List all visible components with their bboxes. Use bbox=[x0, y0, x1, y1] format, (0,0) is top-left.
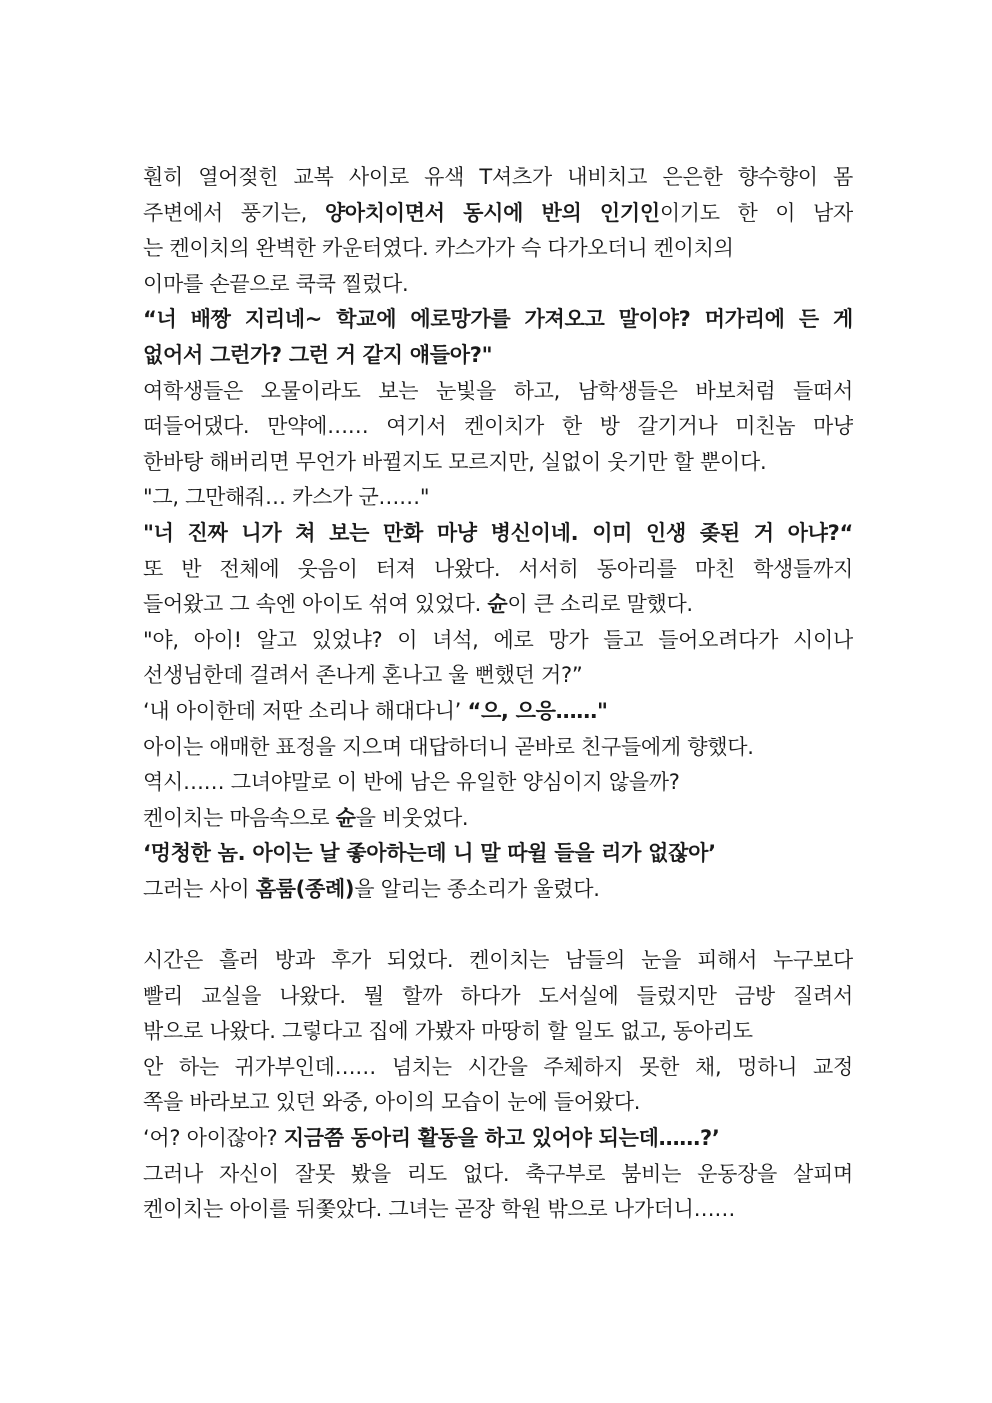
text-line: 빨리 교실을 나왔다. 뭘 할까 하다가 도서실에 들렀지만 금방 질려서 bbox=[143, 983, 853, 1008]
emphasis-text: 지금쯤 동아리 활동을 하고 있어야 되는데……?’ bbox=[283, 1126, 720, 1151]
paragraph bbox=[143, 374, 853, 516]
text-line: 여학생들은 오물이라도 보는 눈빛을 하고, 남학생들은 바보처럼 들떠서 bbox=[143, 378, 853, 403]
text-line bbox=[143, 872, 853, 908]
text-run: 주변에서 풍기는, bbox=[143, 200, 325, 225]
text-line: 훤히 열어젖힌 교복 사이로 유색 T셔츠가 내비치고 은은한 향수향이 몸 bbox=[143, 165, 853, 189]
text-line: 시간은 흘러 방과 후가 되었다. 켄이치는 남들의 눈을 피해서 누구보다 bbox=[143, 948, 853, 973]
dialogue-line: “너 배짱 지리네~ 학교에 에로망가를 가져오고 말이야? 머가리에 든 게 bbox=[143, 307, 853, 332]
text-line: 또 반 전체에 웃음이 터져 나왔다. 서서히 동아리를 마친 학생들까지 bbox=[143, 556, 853, 581]
emphasis-text: 양아치이면서 동시에 반의 인기인 bbox=[324, 200, 660, 225]
emphasis-text: 슌 bbox=[487, 592, 508, 617]
text-line: 쪽을 바라보고 있던 와중, 아이의 모습이 눈에 들어왔다. bbox=[143, 1090, 641, 1115]
text-line: 아이는 애매한 표정을 지으며 대답하더니 곧바로 친구들에게 향했다. bbox=[143, 734, 754, 759]
text-line bbox=[143, 694, 853, 730]
dialogue-line: "그, 그만해줘… 카스가 군……" bbox=[143, 485, 430, 510]
text-run: 이기도 한 이 남자 bbox=[659, 200, 853, 225]
paragraph-spacer bbox=[143, 907, 853, 943]
text-line: 이마를 손끝으로 쿡쿡 찔렀다. bbox=[143, 271, 409, 296]
dialogue-block bbox=[143, 516, 853, 552]
text-run: 들어왔고 그 속엔 아이도 섞여 있었다. bbox=[143, 592, 488, 617]
emphasis-text: 홈룸(종례) bbox=[255, 876, 355, 901]
text-run: 그러는 사이 bbox=[143, 876, 256, 901]
text-line bbox=[143, 587, 853, 623]
text-run: 을 알리는 종소리가 울렸다. bbox=[354, 876, 600, 901]
text-line: 안 하는 귀가부인데…… 넘치는 시간을 주체하지 못한 채, 멍하니 교정 bbox=[143, 1054, 853, 1079]
thought-line: ‘멍청한 놈. 아이는 날 좋아하는데 니 말 따윌 들을 리가 없잖아’ bbox=[143, 841, 716, 866]
text-run: ‘어? 아이잖아? bbox=[143, 1126, 284, 1151]
text-line: 켄이치는 아이를 뒤쫓았다. 그녀는 곧장 학원 밖으로 나가더니…… bbox=[143, 1197, 736, 1222]
dialogue-line: "너 진짜 니가 쳐 보는 만화 마냥 병신이네. 이미 인생 좆된 거 아냐?“ bbox=[143, 520, 853, 545]
text-line bbox=[143, 801, 853, 837]
text-line: 한바탕 해버리면 무언가 바뀔지도 모르지만, 실없이 웃기만 할 뿐이다. bbox=[143, 449, 767, 474]
paragraph bbox=[143, 552, 853, 908]
emphasis-text: 슌 bbox=[335, 805, 356, 830]
dialogue-block bbox=[143, 302, 853, 373]
text-run: 켄이치는 마음속으로 bbox=[143, 805, 336, 830]
text-line bbox=[143, 1121, 853, 1157]
document-page bbox=[143, 160, 853, 1228]
text-line: 역시…… 그녀야말로 이 반에 남은 유일한 양심이지 않을까? bbox=[143, 770, 680, 795]
text-run: 을 비웃었다. bbox=[355, 805, 469, 830]
text-run: 이 큰 소리로 말했다. bbox=[507, 592, 693, 617]
text-line: 그러나 자신이 잘못 봤을 리도 없다. 축구부로 붐비는 운동장을 살피며 bbox=[143, 1161, 853, 1186]
text-line: 떠들어댔다. 만약에…… 여기서 켄이치가 한 방 갈기거나 미친놈 마냥 bbox=[143, 414, 853, 439]
dialogue-line: 선생님한데 걸려서 존나게 혼나고 울 뻔했던 거?” bbox=[143, 663, 583, 688]
dialogue-line: 없어서 그런가? 그런 거 같지 얘들아?" bbox=[143, 342, 493, 367]
paragraph bbox=[143, 160, 853, 302]
text-line: 밖으로 나왔다. 그렇다고 집에 가봤자 마땅히 할 일도 없고, 동아리도 bbox=[143, 1019, 753, 1044]
text-line: 는 켄이치의 완벽한 카운터였다. 카스가가 슥 다가오더니 켄이치의 bbox=[143, 236, 734, 261]
dialogue-line: "야, 아이! 알고 있었냐? 이 녀석, 에로 망가 들고 들어오려다가 시이나 bbox=[143, 627, 853, 652]
paragraph bbox=[143, 943, 853, 1228]
text-line bbox=[143, 196, 853, 232]
text-run: ‘내 아이한데 저딴 소리나 해대다니’ bbox=[143, 698, 468, 723]
emphasis-text: “으, 으응……" bbox=[467, 698, 608, 723]
